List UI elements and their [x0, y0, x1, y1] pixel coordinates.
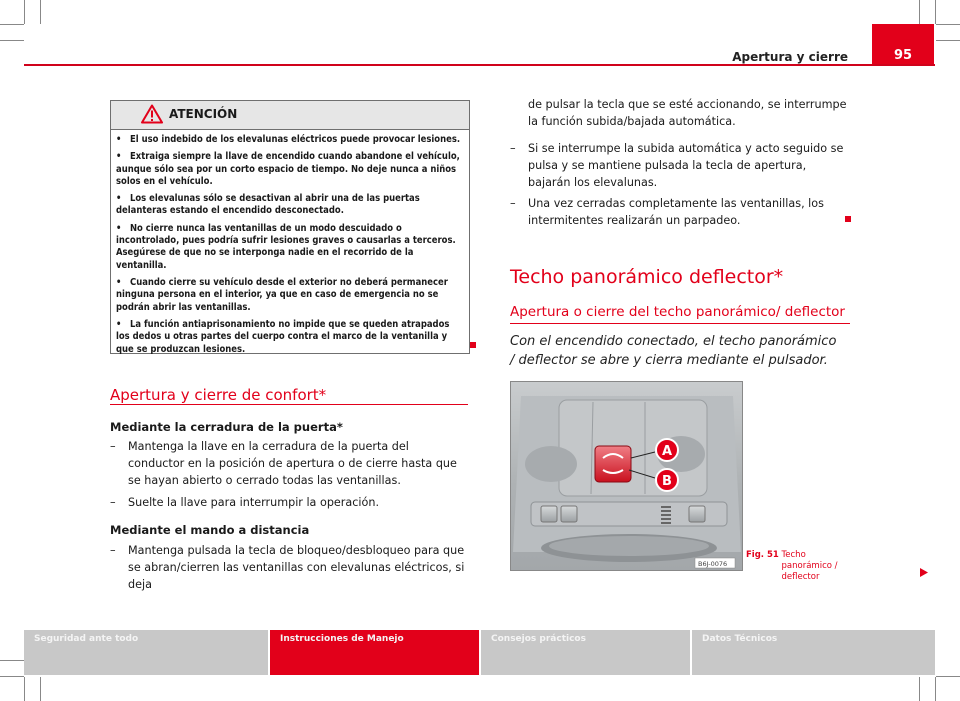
end-of-section-mark	[470, 342, 476, 348]
warning-item: • No cierre nunca las ventanillas de un modo descuidado o incontrolado, pues podría sufrir lesiones graves o causarlas a terceros. Asegúrese de que no se interponga nadie en el recorrido de la ventanilla.	[116, 222, 456, 271]
list-item: – Mantenga pulsada la tecla de bloqueo/desbloqueo para que se abran/cierren las ventanillas con elevalunas eléctricos, si deja	[110, 544, 465, 591]
warning-header	[111, 101, 469, 130]
figure-caption: Fig. 51 Techo panorámico / deflector	[746, 550, 838, 582]
page-number: 95	[872, 24, 934, 64]
subheading: Mediante el mando a distancia	[110, 523, 310, 537]
section-underline	[110, 404, 468, 405]
crop-mark	[24, 677, 25, 701]
roof-console-illustration	[511, 382, 742, 570]
crop-mark	[935, 677, 936, 701]
section-title: Apertura o cierre del techo panorámico/ deflector	[510, 304, 845, 320]
warning-list	[111, 130, 469, 356]
callout-a: A	[662, 444, 673, 459]
subheading: Mediante la cerradura de la puerta*	[110, 420, 343, 434]
warning-item: • Los elevalunas sólo se desactivan al abrir una de las puertas delanteras estando el encendido desconectado.	[116, 193, 420, 217]
crop-mark	[936, 676, 960, 677]
crop-mark	[919, 677, 920, 701]
crop-mark	[0, 40, 24, 41]
list-item: – Una vez cerradas completamente las ventanillas, los intermitentes realizarán un parpadeo.	[510, 197, 824, 227]
section-title: Apertura y cierre de confort*	[110, 386, 327, 404]
warning-item: • Cuando cierre su vehículo desde el exterior no deberá permanecer ninguna persona en el interior, ya que en caso de emergencia no se podrán abrir las ventanillas.	[116, 276, 448, 313]
continue-arrow-icon	[920, 562, 928, 581]
crop-mark	[936, 24, 960, 25]
crop-mark	[0, 660, 24, 661]
crop-mark	[40, 0, 41, 24]
crop-mark	[935, 0, 936, 24]
crop-mark	[0, 24, 24, 25]
list-item: – Suelte la llave para interrumpir la operación.	[110, 496, 380, 509]
warning-box	[110, 100, 470, 354]
warning-item: • El uso indebido de los elevalunas eléctricos puede provocar lesiones.	[116, 134, 461, 145]
crop-mark	[936, 40, 960, 41]
running-header: Apertura y cierre	[732, 50, 848, 64]
warning-item: • La función antiaprisonamiento no impide que se queden atrapados los dedos u otras partes del cuerpo contra el marco de la ventanilla y que se produzcan lesiones.	[116, 318, 450, 355]
footer-tab-instrucciones[interactable]: Instrucciones de Manejo	[270, 630, 479, 675]
crop-mark	[40, 677, 41, 701]
list-item: – Si se interrumpe la subida automática y acto seguido se pulsa y se mantiene pulsada la tecla de apertura, bajarán los elevalunas.	[510, 142, 844, 189]
footer-tab-datos[interactable]: Datos Técnicos	[692, 630, 935, 675]
crop-mark	[919, 0, 920, 24]
footer-tab-seguridad[interactable]: Seguridad ante todo	[24, 630, 268, 675]
header-rule	[24, 64, 935, 66]
chapter-title: Techo panorámico deflector*	[510, 266, 784, 288]
crop-mark	[0, 676, 24, 677]
section-underline	[510, 323, 850, 324]
crop-mark	[24, 0, 25, 24]
footer-tab-consejos[interactable]: Consejos prácticos	[481, 630, 690, 675]
list-item: – Mantenga la llave en la cerradura de la puerta del conductor en la posición de apertura o de cierre hasta que se hayan abierto o cerrado todas las ventanillas.	[110, 440, 457, 487]
callout-b: B	[662, 474, 672, 489]
continuation-text: de pulsar la tecla que se esté accionando, se interrumpe la función subida/bajada automática.	[528, 98, 847, 128]
warning-item: • Extraiga siempre la llave de encendido cuando abandone el vehículo, aunque sólo sea por un corto espacio de tiempo. No deje nunca a niños solos en el vehículo.	[116, 151, 460, 187]
end-of-section-mark	[845, 216, 851, 222]
roof-console-photo	[510, 381, 743, 571]
warning-title: ATENCIÓN	[169, 107, 238, 121]
warning-triangle-icon	[141, 104, 163, 128]
lead-text: Con el encendido conectado, el techo panorámico / deflector se abre y cierra mediante el pulsador.	[510, 334, 837, 368]
figure-code: B6J-0076	[698, 560, 728, 568]
